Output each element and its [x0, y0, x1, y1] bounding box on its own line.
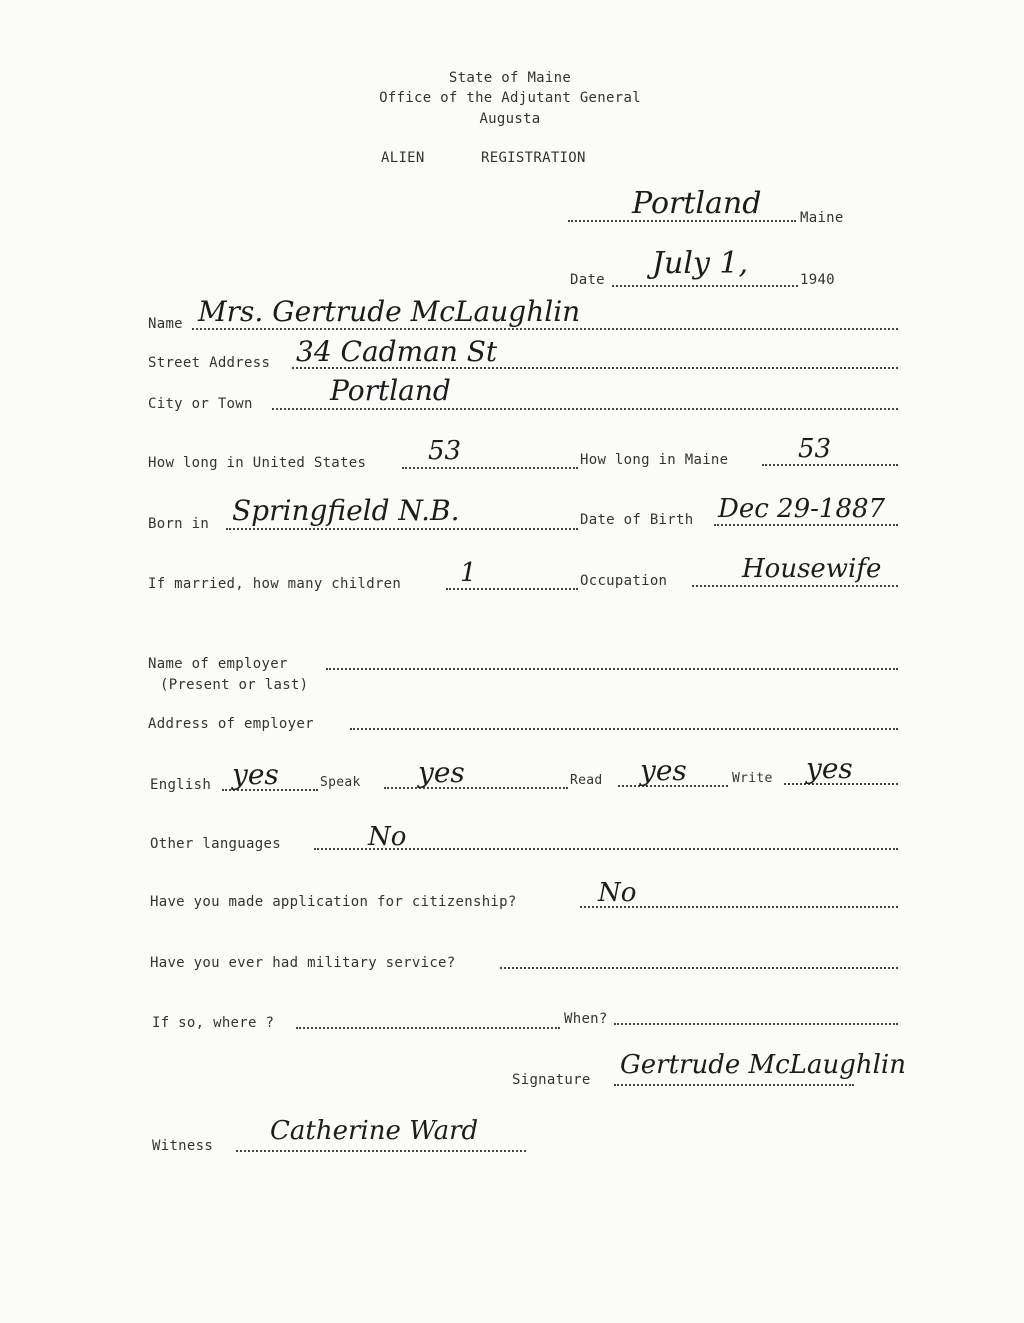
street-value: 34 Cadman St: [296, 335, 498, 368]
city-label: City or Town: [148, 396, 253, 412]
children-dotted-line: [446, 588, 578, 590]
employer-dotted-line: [326, 668, 898, 670]
speak-label: Speak: [320, 775, 361, 790]
witness-dotted-line: [236, 1150, 526, 1152]
name-value: Mrs. Gertrude McLaughlin: [198, 295, 581, 328]
place-suffix: Maine: [800, 210, 844, 226]
employer-address-label: Address of employer: [148, 716, 314, 732]
name-label: Name: [148, 316, 183, 332]
read-value: yes: [640, 754, 687, 787]
occupation-dotted-line: [692, 585, 898, 587]
date-year: 1940: [800, 272, 835, 288]
where-label: If so, where ?: [152, 1015, 275, 1031]
english-label: English: [150, 777, 212, 793]
city-dotted-line: [272, 408, 898, 410]
citizenship-value: No: [598, 878, 637, 908]
maine-years-dotted-line: [762, 464, 898, 466]
witness-label: Witness: [152, 1138, 214, 1154]
signature-label: Signature: [512, 1072, 591, 1088]
street-label: Street Address: [148, 355, 271, 371]
witness-value: Catherine Ward: [270, 1116, 479, 1146]
when-label: When?: [564, 1011, 608, 1027]
dob-label: Date of Birth: [580, 512, 694, 528]
header-state: State of Maine: [448, 70, 572, 86]
signature-value: Gertrude McLaughlin: [620, 1050, 906, 1080]
dob-dotted-line: [714, 524, 898, 526]
occupation-value: Housewife: [742, 554, 882, 584]
form-title-alien: ALIEN: [381, 150, 425, 166]
occupation-label: Occupation: [580, 573, 668, 589]
date-label: Date: [570, 272, 605, 288]
military-dotted-line: [500, 967, 898, 969]
place-value: Portland: [632, 186, 762, 221]
write-value: yes: [806, 752, 853, 785]
us-years-label: How long in United States: [148, 455, 367, 471]
speak-value: yes: [418, 756, 465, 789]
header-office: Office of the Adjutant General: [379, 90, 641, 106]
english-value: yes: [232, 758, 279, 791]
military-label: Have you ever had military service?: [150, 955, 456, 971]
employer-label: Name of employer: [148, 656, 288, 672]
signature-dotted-line: [614, 1084, 854, 1086]
employer-address-dotted-line: [350, 728, 898, 730]
date-value: July 1,: [652, 246, 749, 281]
name-dotted-line: [192, 328, 898, 330]
city-value: Portland: [330, 374, 451, 407]
date-dotted-line: [612, 285, 798, 287]
form-title-registration: REGISTRATION: [481, 150, 586, 166]
us-years-value: 53: [428, 436, 462, 466]
born-label: Born in: [148, 516, 210, 532]
other-languages-value: No: [368, 822, 407, 852]
born-dotted-line: [226, 528, 578, 530]
citizenship-label: Have you made application for citizenship?: [150, 894, 517, 910]
write-label: Write: [732, 771, 773, 786]
children-label: If married, how many children: [148, 576, 402, 592]
when-dotted-line: [614, 1023, 898, 1025]
children-value: 1: [460, 558, 477, 588]
employer-sublabel: (Present or last): [160, 677, 309, 693]
where-dotted-line: [296, 1027, 560, 1029]
us-years-dotted-line: [402, 467, 578, 469]
other-languages-label: Other languages: [150, 836, 281, 852]
maine-years-value: 53: [798, 434, 832, 464]
header-city: Augusta: [479, 111, 541, 127]
read-label: Read: [570, 773, 603, 788]
dob-value: Dec 29-1887: [718, 494, 886, 524]
born-value: Springfield N.B.: [232, 494, 460, 527]
speak-dotted-line: [384, 787, 568, 789]
maine-years-label: How long in Maine: [580, 452, 729, 468]
